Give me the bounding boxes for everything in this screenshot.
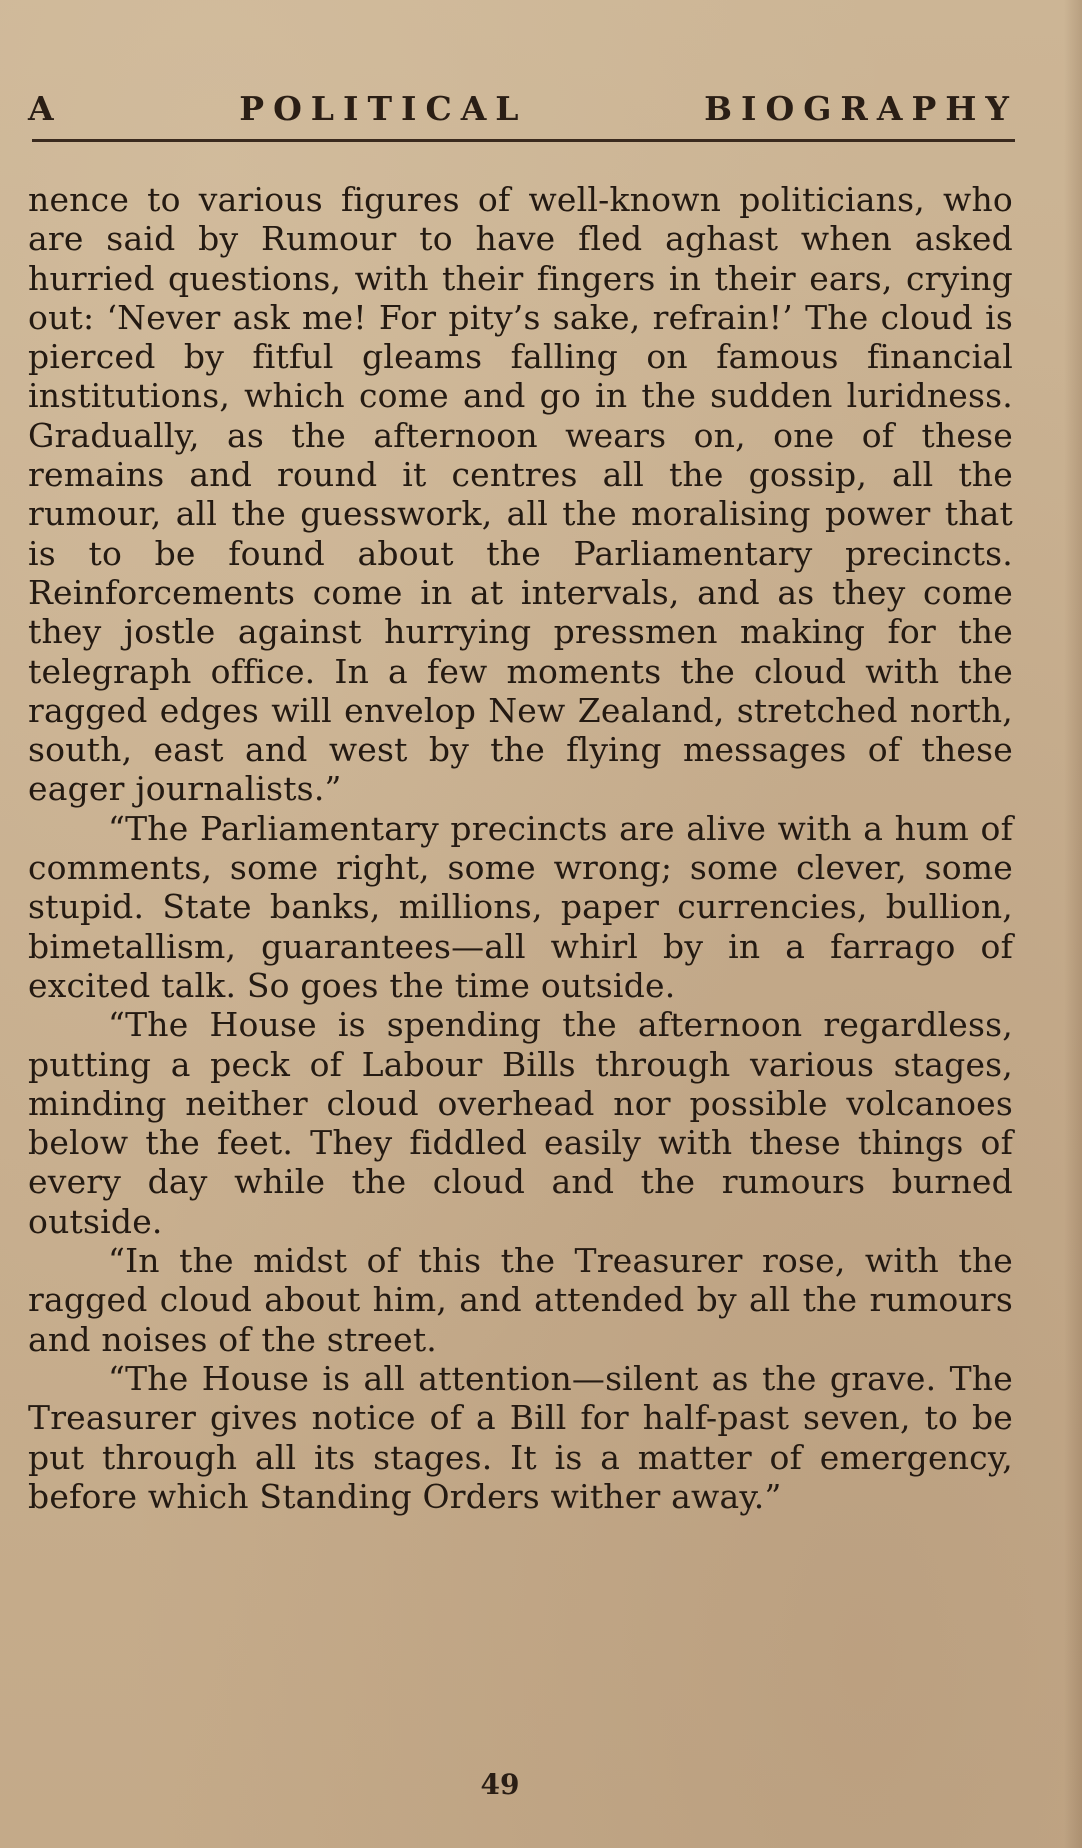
body-text bbox=[28, 180, 1013, 1516]
running-head-word-1: A bbox=[28, 88, 63, 128]
paragraph-house-attention: “The House is all attention—silent as the grave. The Treasurer gives notice of a Bill for half-past seven, to be put through all its stages. It is a matter of emergency, before which Standing Orders wither away.” bbox=[28, 1358, 1013, 1516]
page-edge-shadow bbox=[1064, 0, 1082, 1848]
header-rule bbox=[32, 139, 1015, 142]
running-head bbox=[28, 86, 1018, 130]
paragraph-treasurer-rose: “In the midst of this the Treasurer rose, with the ragged cloud about him, and attended by all the rumours and noises of the street. bbox=[28, 1241, 1013, 1359]
paragraph-precincts: “The Parliamentary precincts are alive with a hum of comments, some right, some wrong; some clever, some stupid. State banks, millions, paper currencies, bullion, bimetallism, guarantees—all whirl by in a farrago of excited talk. So goes the time outside. bbox=[28, 808, 1013, 1005]
running-head-word-2: POLITICAL bbox=[239, 88, 528, 128]
running-head-word-3: BIOGRAPHY bbox=[704, 88, 1018, 128]
paragraph-house-afternoon: “The House is spending the afternoon regardless, putting a peck of Labour Bills through various stages, minding neither cloud overhead nor possible volcanoes below the feet. They fiddled easily with these things of every day while the cloud and the rumours burned outside. bbox=[28, 1005, 1013, 1241]
paragraph-continued: nence to various figures of well-known politicians, who are said by Rumour to have fled aghast when asked hurried questions, with their fingers in their ears, crying out: ‘Never ask me! For pity’s sake, refrain!’ The cloud is pierced by fitful gleams falling on famous financial institutions, which come and go in the sudden luridness. Gradually, as the afternoon wears on, one of these remains and round it centres all the gossip, all the rumour, all the guesswork, all the moralising power that is to be found about the Parliamentary precincts. Reinforcements come in at intervals, and as they come they jostle against hurrying pressmen making for the telegraph office. In a few moments the cloud with the ragged edges will envelop New Zealand, stretched north, south, east and west by the flying messages of these eager journalists.” bbox=[28, 180, 1013, 809]
page-number: 49 bbox=[480, 1768, 520, 1801]
